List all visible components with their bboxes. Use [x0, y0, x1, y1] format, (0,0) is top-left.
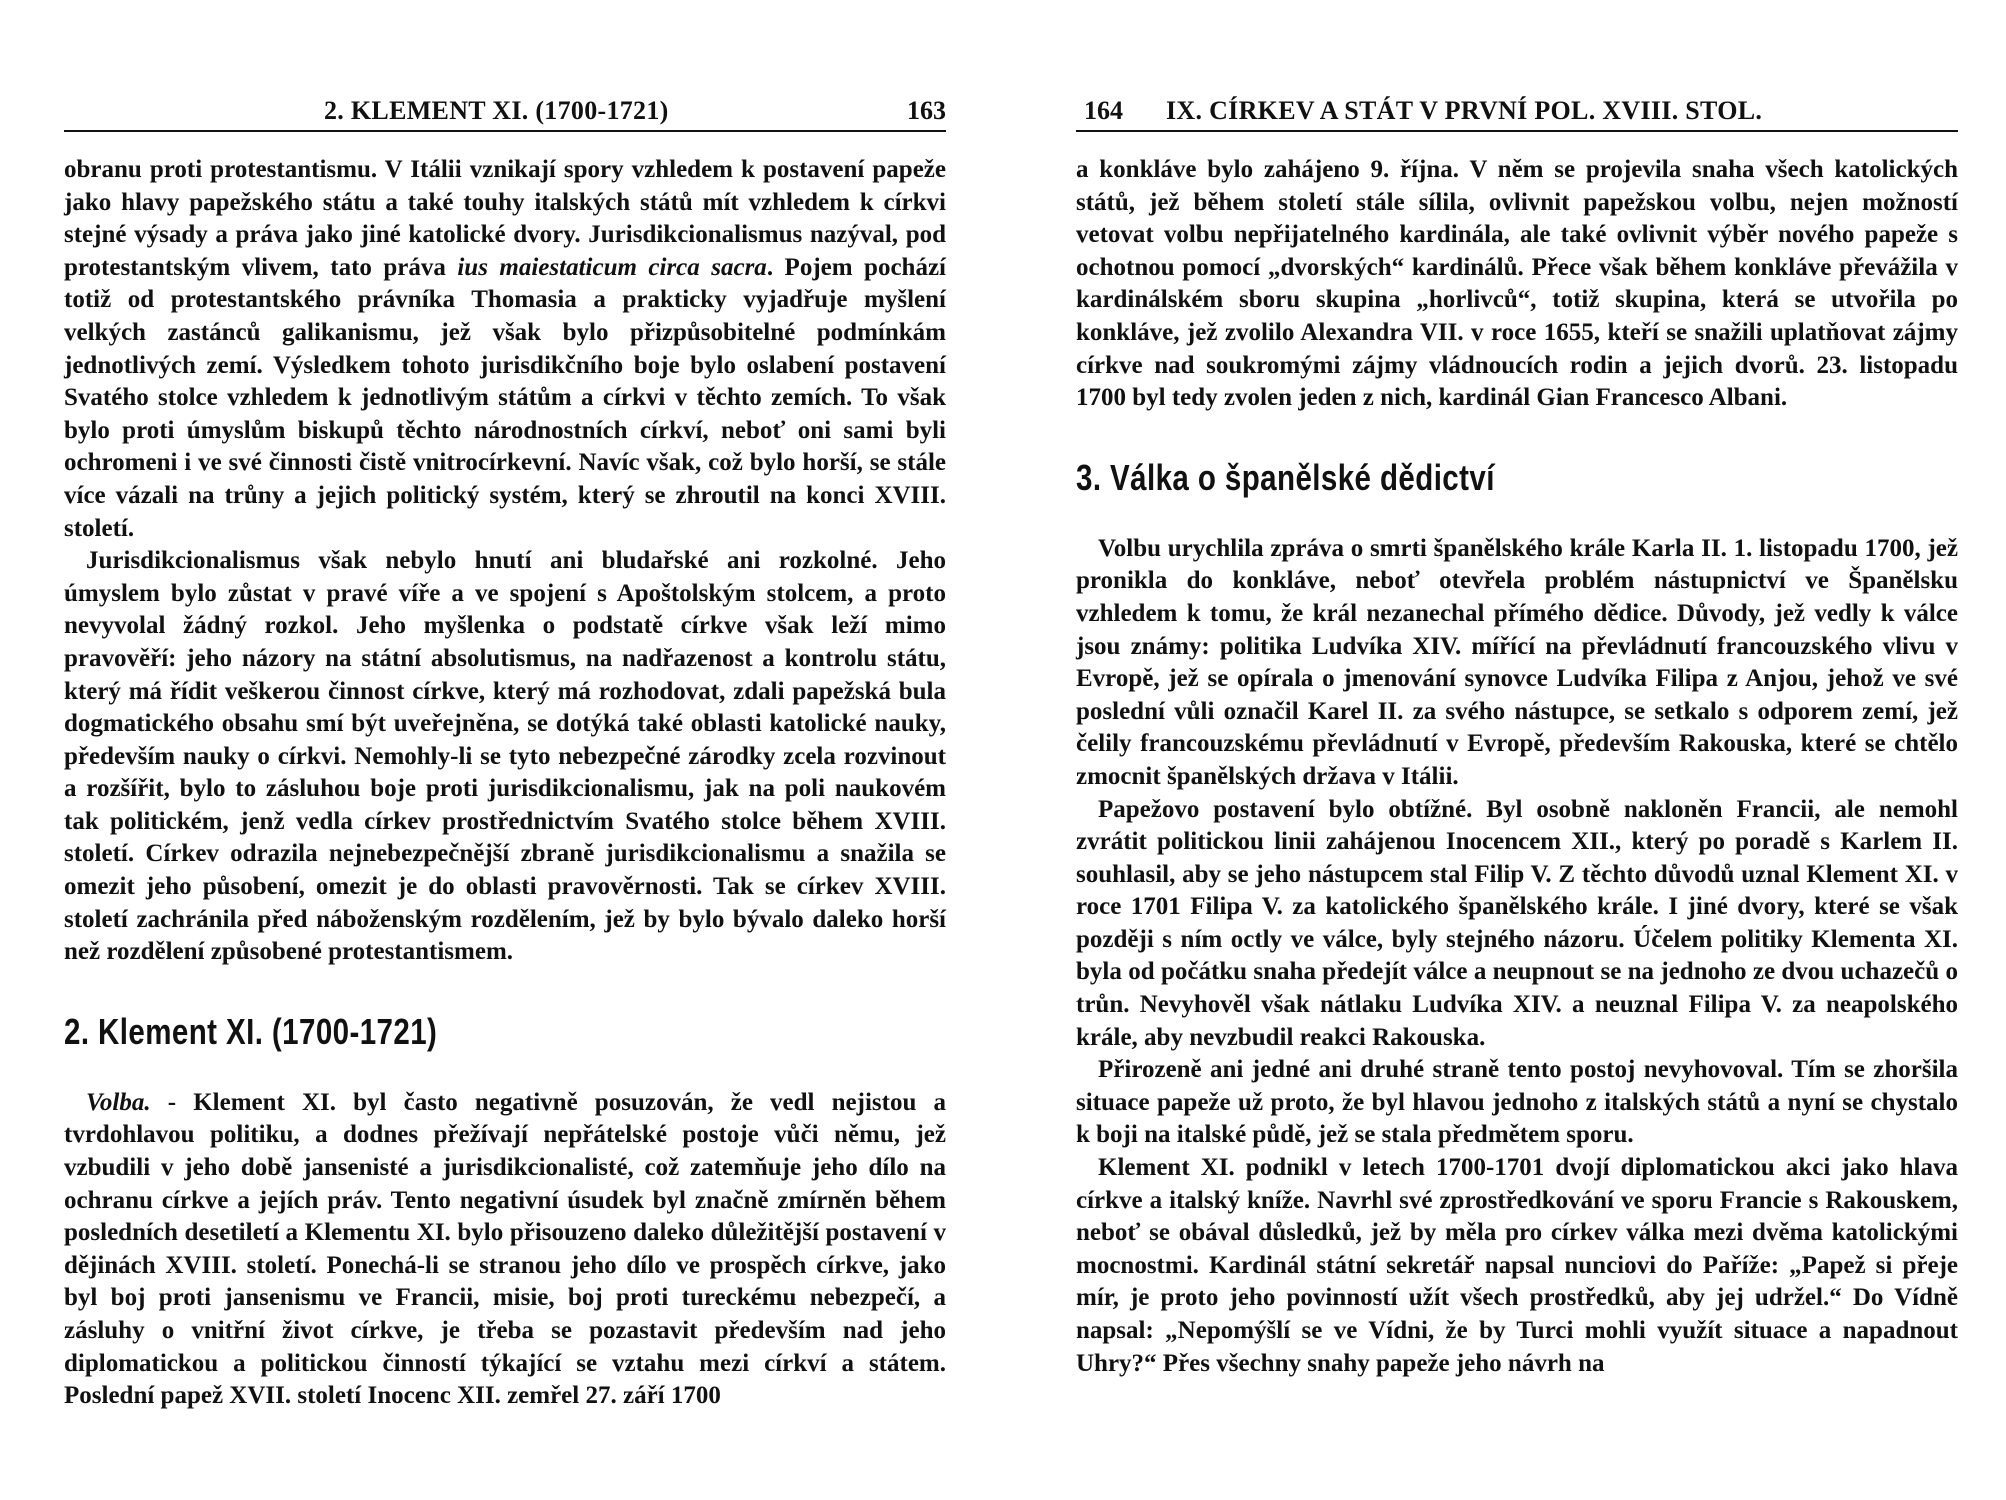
left-page-body: [64, 154, 946, 1413]
running-header-right: [1076, 92, 1958, 132]
page-number: 163: [907, 96, 946, 125]
paragraph: Volba. - Klement XI. byl často negativně posuzován, že vedl nejistou a tvrdohlavou politiku, a dodnes přežívají nepřátelské postoje vůči němu, jež vzbudili v jeho době jansenisté a jurisdikcionalisté, což zatemňuje jeho dílo na ochranu církve a jejích práv. Tento negativní úsudek byl značně zmírněn během posledních desetiletí a Klementu XI. bylo přisouzeno daleko důležitější postavení v dějinách XVIII. století. Ponechá-li se stranou jeho dílo ve prospěch církve, jako byl boj proti jansenismu ve Francii, misie, boj proti tureckému nebezpečí, a zásluhy o vnitřní život církve, je třeba se pozastavit především nad jeho diplomatickou a politickou činností týkající se vztahu mezi církví a státem. Poslední papež XVII. století Inocenc XII. zemřel 27. září 1700: [64, 1088, 946, 1410]
running-header-title: IX. CÍRKEV A STÁT V PRVNÍ POL. XVIII. STOL.: [1166, 96, 1763, 125]
section-heading: 3. Válka o španělské dědictví: [1076, 456, 1495, 498]
running-header-title: 2. KLEMENT XI. (1700-1721): [324, 96, 669, 125]
left-page: [64, 92, 946, 1413]
right-page-body: [1076, 154, 1958, 1380]
paragraph: Přirozeně ani jedné ani druhé straně tento postoj nevyhovoval. Tím se zhoršila situace papeže už proto, že byl hlavou jednoho z italských států a nyní se chystalo k boji na italské půdě, jež se stala předmětem sporu.: [1076, 1056, 1958, 1149]
page-number: 164: [1084, 96, 1123, 125]
paragraph: Jurisdikcionalismus však nebylo hnutí ani bludařské ani rozkolné. Jeho úmyslem bylo zůstat v pravé víře a ve spojení s Apoštolským stolcem, a proto nevyvolal žádný rozkol. Jeho myšlenka o podstatě církve však leží mimo pravověří: jeho názory na státní absolutismus, na nadřazenost a kontrolu státu, který má řídit veškerou činnost církve, který má rozhodovat, zdali papežská bula dogmatického obsahu smí být uveřejněna, se dotýká také oblasti katolické nauky, především nauky o církvi. Nemohly-li se tyto nebezpečné zárodky zcela rozvinout a rozšířit, bylo to zásluhou boje proti jurisdikcionalismu, jak na poli naukovém tak politickém, jenž vedla církev prostřednictvím Svatého stolce během XVIII. století. Církev odrazila nejnebezpečnější zbraně jurisdikcionalismu a snažila se omezit jeho působení, omezit je do oblasti pravověrnosti. Tak se církev XVIII. století zachránila před náboženským rozdělením, jež by bylo bývalo daleko horší než rozdělení způsobené protestantismem.: [64, 547, 946, 966]
paragraph: Papežovo postavení bylo obtížné. Byl osobně nakloněn Francii, ale nemohl zvrátit politickou linii zahájenou Inocencem XII., který po poradě s Karlem II. souhlasil, aby se jeho nástupcem stal Filip V. Z těchto důvodů uznal Klement XI. v roce 1701 Filipa V. za katolického španělského krále. I jiné dvory, které se však později s ním octly ve válce, byly stejného názoru. Účelem politiky Klementa XI. byla od počátku snaha předejít válce a neupnout se na jednoho ze dvou uchazečů o trůn. Nevyhověl však nátlaku Ludvíka XIV. a neuznal Filipa V. za neapolského krále, aby nevzbudil reakci Rakouska.: [1076, 795, 1958, 1051]
paragraph: a konkláve bylo zahájeno 9. října. V něm se projevila snaha všech katolických států, jež během století stále sílila, ovlivnit papežskou volbu, nejen možností vetovat volbu nepřijatelného kardinála, ale také ovlivnit výběr nového papeže s ochotnou pomocí „dvorských“ kardinálů. Přece však během konkláve převážila v kardinálském sboru skupina „horlivců“, totiž skupina, která se utvořila po konkláve, jež zvolilo Alexandra VII. v roce 1655, kteří se snažili uplatňovat zájmy církve nad soukromými zájmy vládnoucích rodin a jejich dvorů. 23. listopadu 1700 byl tedy zvolen jeden z nich, kardinál Gian Francesco Albani.: [1076, 156, 1958, 412]
running-header-left: [64, 92, 946, 132]
right-page: [1076, 92, 1958, 1380]
paragraph: Volbu urychlila zpráva o smrti španělského krále Karla II. 1. listopadu 1700, jež pronikla do konkláve, neboť otevřela problém nástupnictví ve Španělsku vzhledem k tomu, že král nezanechal přímého dědice. Důvody, jež vedly k válce jsou známy: politika Ludvíka XIV. mířící na převládnutí francouzského vlivu v Evropě, jež se opírala o jmenování synovce Ludvíka Filipa z Anjou, jehož ve své poslední vůli označil Karel II. za svého nástupce, se setkalo s odporem zemí, jež čelily francouzskému převládnutí v Evropě, především Rakouska, které se chtělo zmocnit španělských država v Itálii.: [1076, 534, 1958, 790]
paragraph: obranu proti protestantismu. V Itálii vznikají spory vzhledem k postavení papeže jako hlavy papežského státu a také touhy italských států mít vzhledem k církvi stejné výsady a práva jako jiné katolické dvory. Jurisdikcionalismus nazýval, pod protestantským vlivem, tato práva ius maiestaticum circa sacra. Pojem pochází totiž od protestantského právníka Thomasia a prakticky vyjadřuje myšlení velkých zastánců galikanismu, jež však bylo přizpůsobitelné podmínkám jednotlivých zemí. Výsledkem tohoto jurisdikčního boje bylo oslabení postavení Svatého stolce vzhledem k jednotlivým státům a církvi v těchto zemích. To však bylo proti úmyslům biskupů těchto národnostních církví, neboť oni sami byli ochromeni i ve své činnosti čistě vnitrocírkevní. Navíc však, což bylo horší, se stále více vázali na trůny a jejich politický systém, který se zhroutil na konci XVIII. století.: [64, 156, 946, 542]
paragraph: Klement XI. podnikl v letech 1700-1701 dvojí diplomatickou akci jako hlava církve a italský kníže. Navrhl své zprostředkování ve sporu Francie s Rakouskem, neboť se obával důsledků, jež by měla pro církev válka mezi dvěma katolickými mocnostmi. Kardinál státní sekretář napsal nunciovi do Paříže: „Papež si přeje mír, je proto jeho povinností užít všech prostředků, aby jej udržel.“ Do Vídně napsal: „Nepomýšlí se ve Vídni, že by Turci mohli využít situace a napadnout Uhry?“ Přes všechny snahy papeže jeho návrh na: [1076, 1154, 1958, 1377]
section-heading: 2. Klement XI. (1700-1721): [64, 1010, 438, 1052]
